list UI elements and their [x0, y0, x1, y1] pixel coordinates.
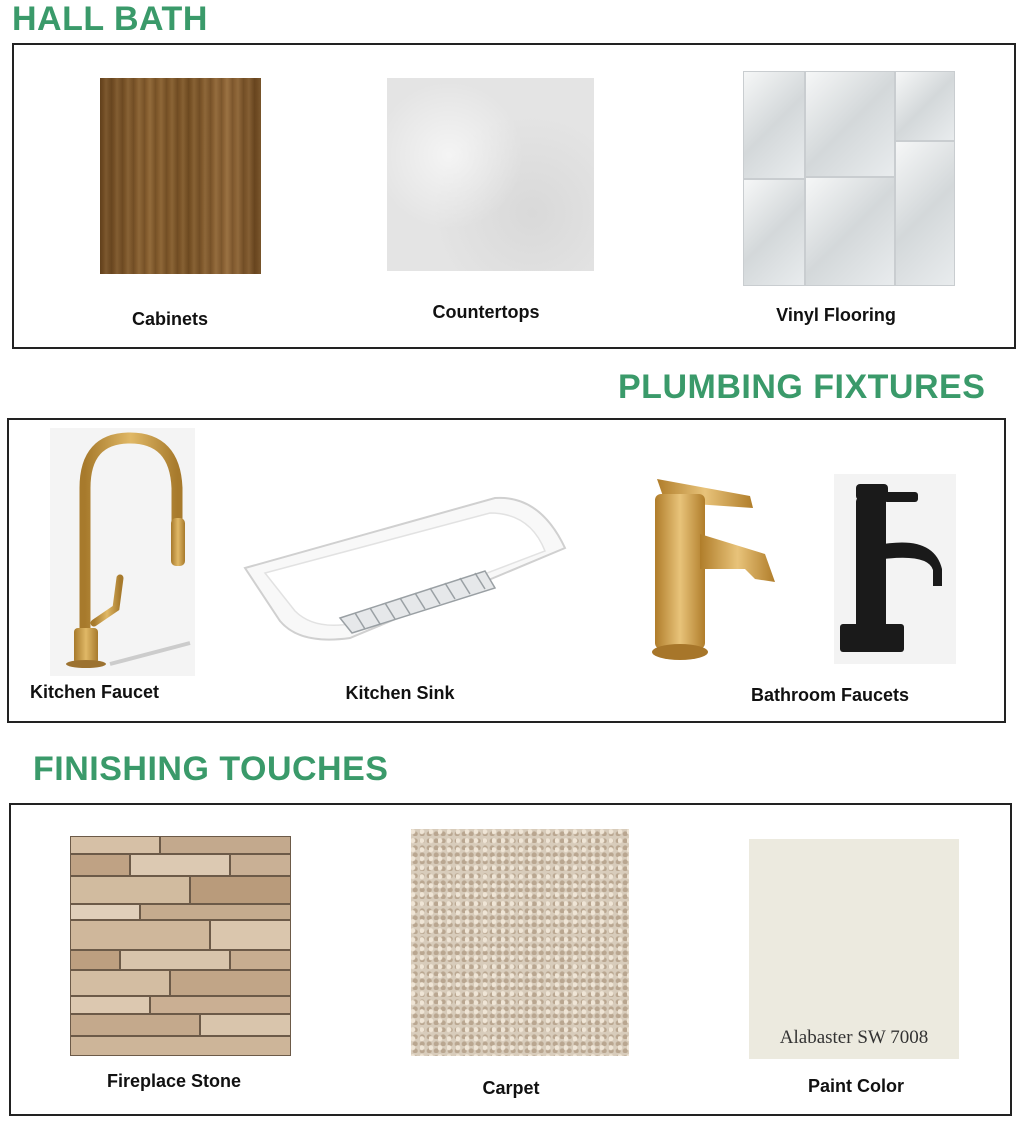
kitchen-sink-label: Kitchen Sink — [345, 683, 455, 703]
finishing-touches-heading: FINISHING TOUCHES — [33, 750, 389, 788]
cabinets-label: Cabinets — [131, 309, 209, 329]
kitchen-faucet-label: Kitchen Faucet — [30, 682, 160, 702]
fireplace-stone-label: Fireplace Stone — [106, 1071, 242, 1091]
countertops-swatch — [387, 78, 594, 271]
vinyl-flooring-swatch — [743, 71, 955, 286]
kitchen-faucet-image — [50, 428, 195, 676]
vinyl-flooring-label: Vinyl Flooring — [776, 305, 896, 325]
carpet-swatch — [411, 829, 629, 1056]
fireplace-stone-swatch — [70, 836, 291, 1056]
bathroom-faucets-label: Bathroom Faucets — [750, 685, 910, 705]
countertops-label: Countertops — [432, 302, 540, 322]
kitchen-sink-image — [240, 493, 575, 648]
paint-color-name: Alabaster SW 7008 — [779, 1027, 929, 1048]
hall-bath-heading: HALL BATH — [12, 0, 208, 38]
carpet-label: Carpet — [482, 1078, 540, 1098]
plumbing-fixtures-heading: PLUMBING FIXTURES — [618, 368, 986, 406]
cabinets-swatch — [100, 78, 261, 274]
bathroom-faucet-black-image — [834, 474, 956, 664]
paint-color-swatch — [749, 839, 959, 1059]
paint-color-label: Paint Color — [807, 1076, 904, 1096]
bathroom-faucet-gold-image — [645, 474, 785, 664]
